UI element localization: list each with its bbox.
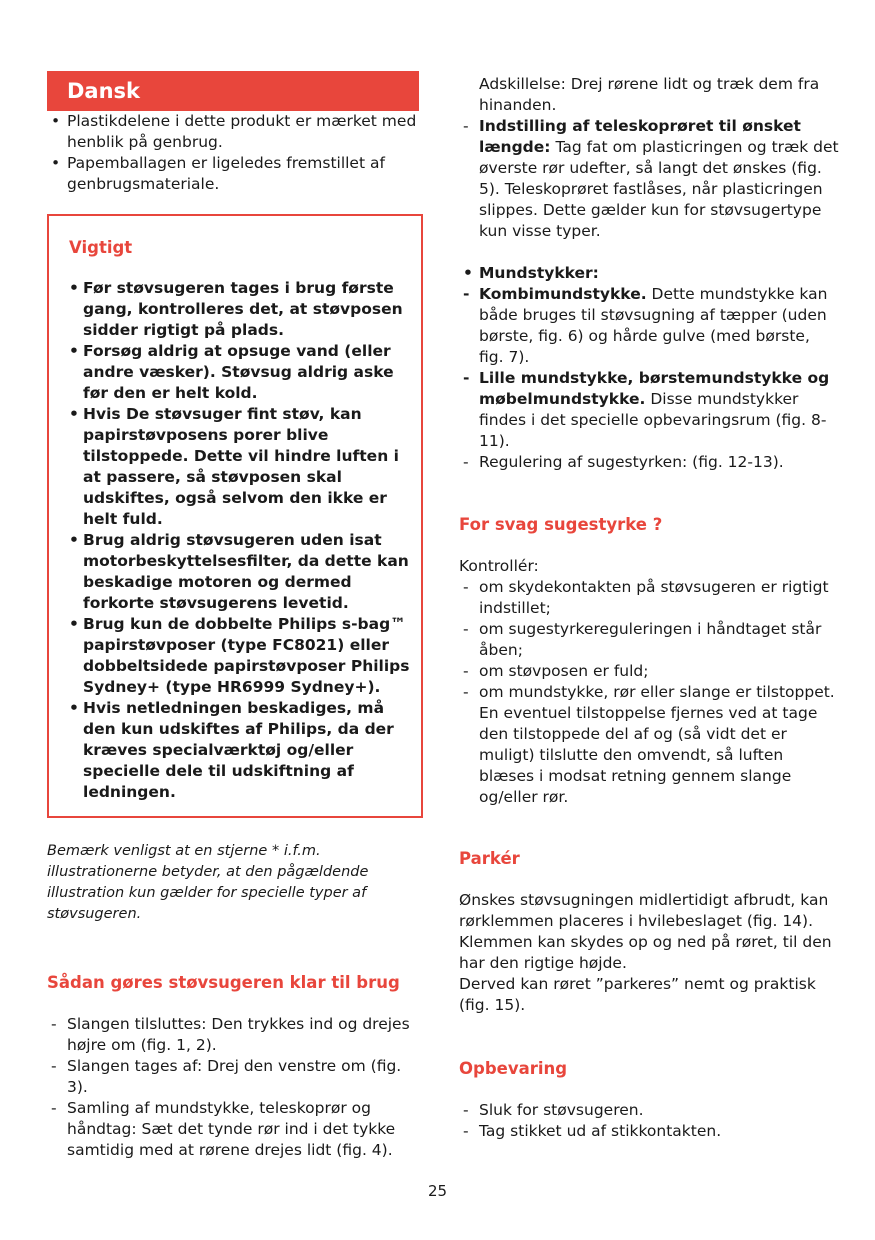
bullet-marker: • <box>69 699 79 717</box>
list-item-text: Brug aldrig støvsugeren uden isat motorbeskyttelsesfilter, da dette kan beskadige motoren og dermed forkorte støvsugerens levetid. <box>83 531 409 612</box>
list-item <box>69 404 421 530</box>
dash-marker: - <box>463 453 469 471</box>
important-box <box>47 214 423 818</box>
list-item <box>69 278 421 341</box>
list-item-text: Disse mundstykker findes i det specielle opbevaringsrum (fig. 8-11). <box>479 390 827 450</box>
setup-title: Sådan gøres støvsugeren klar til brug <box>47 973 400 992</box>
dash-marker: - <box>463 1122 469 1140</box>
bullet-marker: • <box>69 342 79 360</box>
list-item-text: Tag stikket ud af stikkontakten. <box>479 1122 722 1140</box>
list-item-text: Brug kun de dobbelte Philips s-bag™ papirstøvposer (type FC8021) eller dobbeltsidede papirstøvposer Philips Sydney+ (type HR6999 Sydney+). <box>83 615 410 696</box>
weak-suction-list <box>459 577 839 808</box>
dash-marker: - <box>463 662 469 680</box>
list-item-text: om mundstykke, rør eller slange er tilstoppet. En eventuel tilstoppelse fjernes ved at tage den tilstoppede del af og (så vidt det er muligt) tilslutte den omvendt, så luften blæses i modsat retning gennem slange og/eller rør. <box>479 683 835 806</box>
list-item <box>69 698 421 803</box>
list-item <box>69 341 421 404</box>
dash-marker: - <box>463 683 469 701</box>
list-item-text: om støvposen er fuld; <box>479 662 649 680</box>
nozzles-heading: Mundstykker: <box>479 264 599 282</box>
setup-list-continued <box>459 74 839 242</box>
list-item-text: Adskillelse: Drej rørene lidt og træk dem fra hinanden. <box>479 75 820 114</box>
left-column <box>47 71 422 1161</box>
list-item <box>459 284 839 368</box>
list-item <box>459 577 839 619</box>
list-item <box>459 661 839 682</box>
combi-label: Kombimundstykke. <box>479 285 647 303</box>
list-item-text: Papemballagen er ligeledes fremstillet af genbrugsmateriale. <box>67 154 385 193</box>
right-column <box>459 74 839 1142</box>
list-item <box>47 111 422 153</box>
list-item-text: Før støvsugeren tages i brug første gang, kontrolleres det, at støvposen sidder rigtigt på plads. <box>83 279 403 339</box>
illustration-note: Bemærk venligst at en stjerne * i.f.m. illustrationerne betyder, at den pågældende illustration kun gælder for specielle typer af støvsugeren. <box>47 843 369 922</box>
dash-marker: - <box>463 285 470 303</box>
list-item <box>459 682 839 808</box>
language-header: Dansk <box>47 71 419 111</box>
list-item <box>69 530 421 614</box>
dash-marker: - <box>51 1015 57 1033</box>
dash-marker: - <box>463 1101 469 1119</box>
list-item-text: Dette mundstykke kan både bruges til støvsugning af tæpper (uden børste, fig. 6) og hårde gulve (med børste, fig. 7). <box>479 285 828 366</box>
bullet-marker: • <box>69 615 79 633</box>
bullet-marker: • <box>51 154 61 172</box>
dash-marker: - <box>463 117 469 135</box>
bullet-marker: • <box>69 531 79 549</box>
important-list <box>69 278 421 803</box>
list-item-text: Regulering af sugestyrken: (fig. 12-13). <box>479 453 784 471</box>
list-item <box>459 452 839 473</box>
bullet-marker: • <box>69 279 79 297</box>
parking-text: Ønskes støvsugningen midlertidigt afbrudt, kan rørklemmen placeres i hvilebeslaget (fig. 14). Klemmen kan skydes op og ned på røret, til den har den rigtige højde. <box>459 891 832 972</box>
bullet-marker: • <box>463 264 473 282</box>
list-item-text: Slangen tages af: Drej den venstre om (fig. 3). <box>67 1057 402 1096</box>
list-item <box>459 116 839 242</box>
dash-marker: - <box>463 578 469 596</box>
list-item-text: Forsøg aldrig at opsuge vand (eller andre væsker). Støvsug aldrig aske før den er helt kold. <box>83 342 394 402</box>
page-number: 25 <box>427 1182 448 1200</box>
list-item <box>459 263 839 284</box>
weak-suction-title: For svag sugestyrke ? <box>459 515 663 534</box>
list-item <box>47 1014 422 1056</box>
parking-text-2: Derved kan røret ”parkeres” nemt og praktisk (fig. 15). <box>459 975 816 1014</box>
list-item <box>459 1121 839 1142</box>
list-item-text: Hvis netledningen beskadiges, må den kun udskiftes af Philips, da der kræves specialværktøj og/eller specielle dele til udskiftning af ledningen. <box>83 699 394 801</box>
dash-marker: - <box>463 620 469 638</box>
list-item-text: Hvis De støvsuger fint støv, kan papirstøvposens porer blive tilstoppede. Dette vil hindre luften i at passere, så støvposen skal udskiftes, også selvom den ikke er helt fuld. <box>83 405 399 528</box>
bullet-marker: • <box>51 112 61 130</box>
dash-marker: - <box>51 1057 57 1075</box>
storage-title: Opbevaring <box>459 1059 568 1078</box>
list-item <box>69 614 421 698</box>
list-item <box>459 368 839 452</box>
setup-list <box>47 1014 422 1161</box>
small-nozzle-label: Lille mundstykke, børstemundstykke og møbelmundstykke. <box>479 369 830 408</box>
dash-marker: - <box>51 1099 57 1117</box>
list-item-text: Sluk for støvsugeren. <box>479 1101 644 1119</box>
list-item-text: Samling af mundstykke, teleskoprør og håndtag: Sæt det tynde rør ind i det tykke samtidig med at rørene drejes lidt (fig. 4). <box>67 1099 396 1159</box>
list-item <box>459 74 839 116</box>
list-item <box>47 1056 422 1098</box>
list-item <box>459 619 839 661</box>
list-item <box>47 1098 422 1161</box>
nozzle-list <box>459 263 839 473</box>
storage-list <box>459 1100 839 1142</box>
important-title: Vigtigt <box>69 238 133 257</box>
intro-bullet-list <box>47 111 422 195</box>
list-item-text: Slangen tilsluttes: Den trykkes ind og drejes højre om (fig. 1, 2). <box>67 1015 410 1054</box>
dash-marker: - <box>463 369 470 387</box>
list-item-text: Plastikdelene i dette produkt er mærket med henblik på genbrug. <box>67 112 417 151</box>
list-item-text: om sugestyrkereguleringen i håndtaget står åben; <box>479 620 822 659</box>
bullet-marker: • <box>69 405 79 423</box>
telescope-label: Indstilling af teleskoprøret til ønsket længde: <box>479 117 801 156</box>
weak-suction-intro: Kontrollér: <box>459 557 539 575</box>
list-item <box>47 153 422 195</box>
list-item <box>459 1100 839 1121</box>
list-item-text: om skydekontakten på støvsugeren er rigtigt indstillet; <box>479 578 829 617</box>
list-item-text: Tag fat om plasticringen og træk det øverste rør udefter, så langt det ønskes (fig. 5). Teleskoprøret fastlåses, når plasticringen slippes. Dette gælder kun for støvsugertype kun visse typer. <box>479 138 839 240</box>
parking-title: Parkér <box>459 849 520 868</box>
